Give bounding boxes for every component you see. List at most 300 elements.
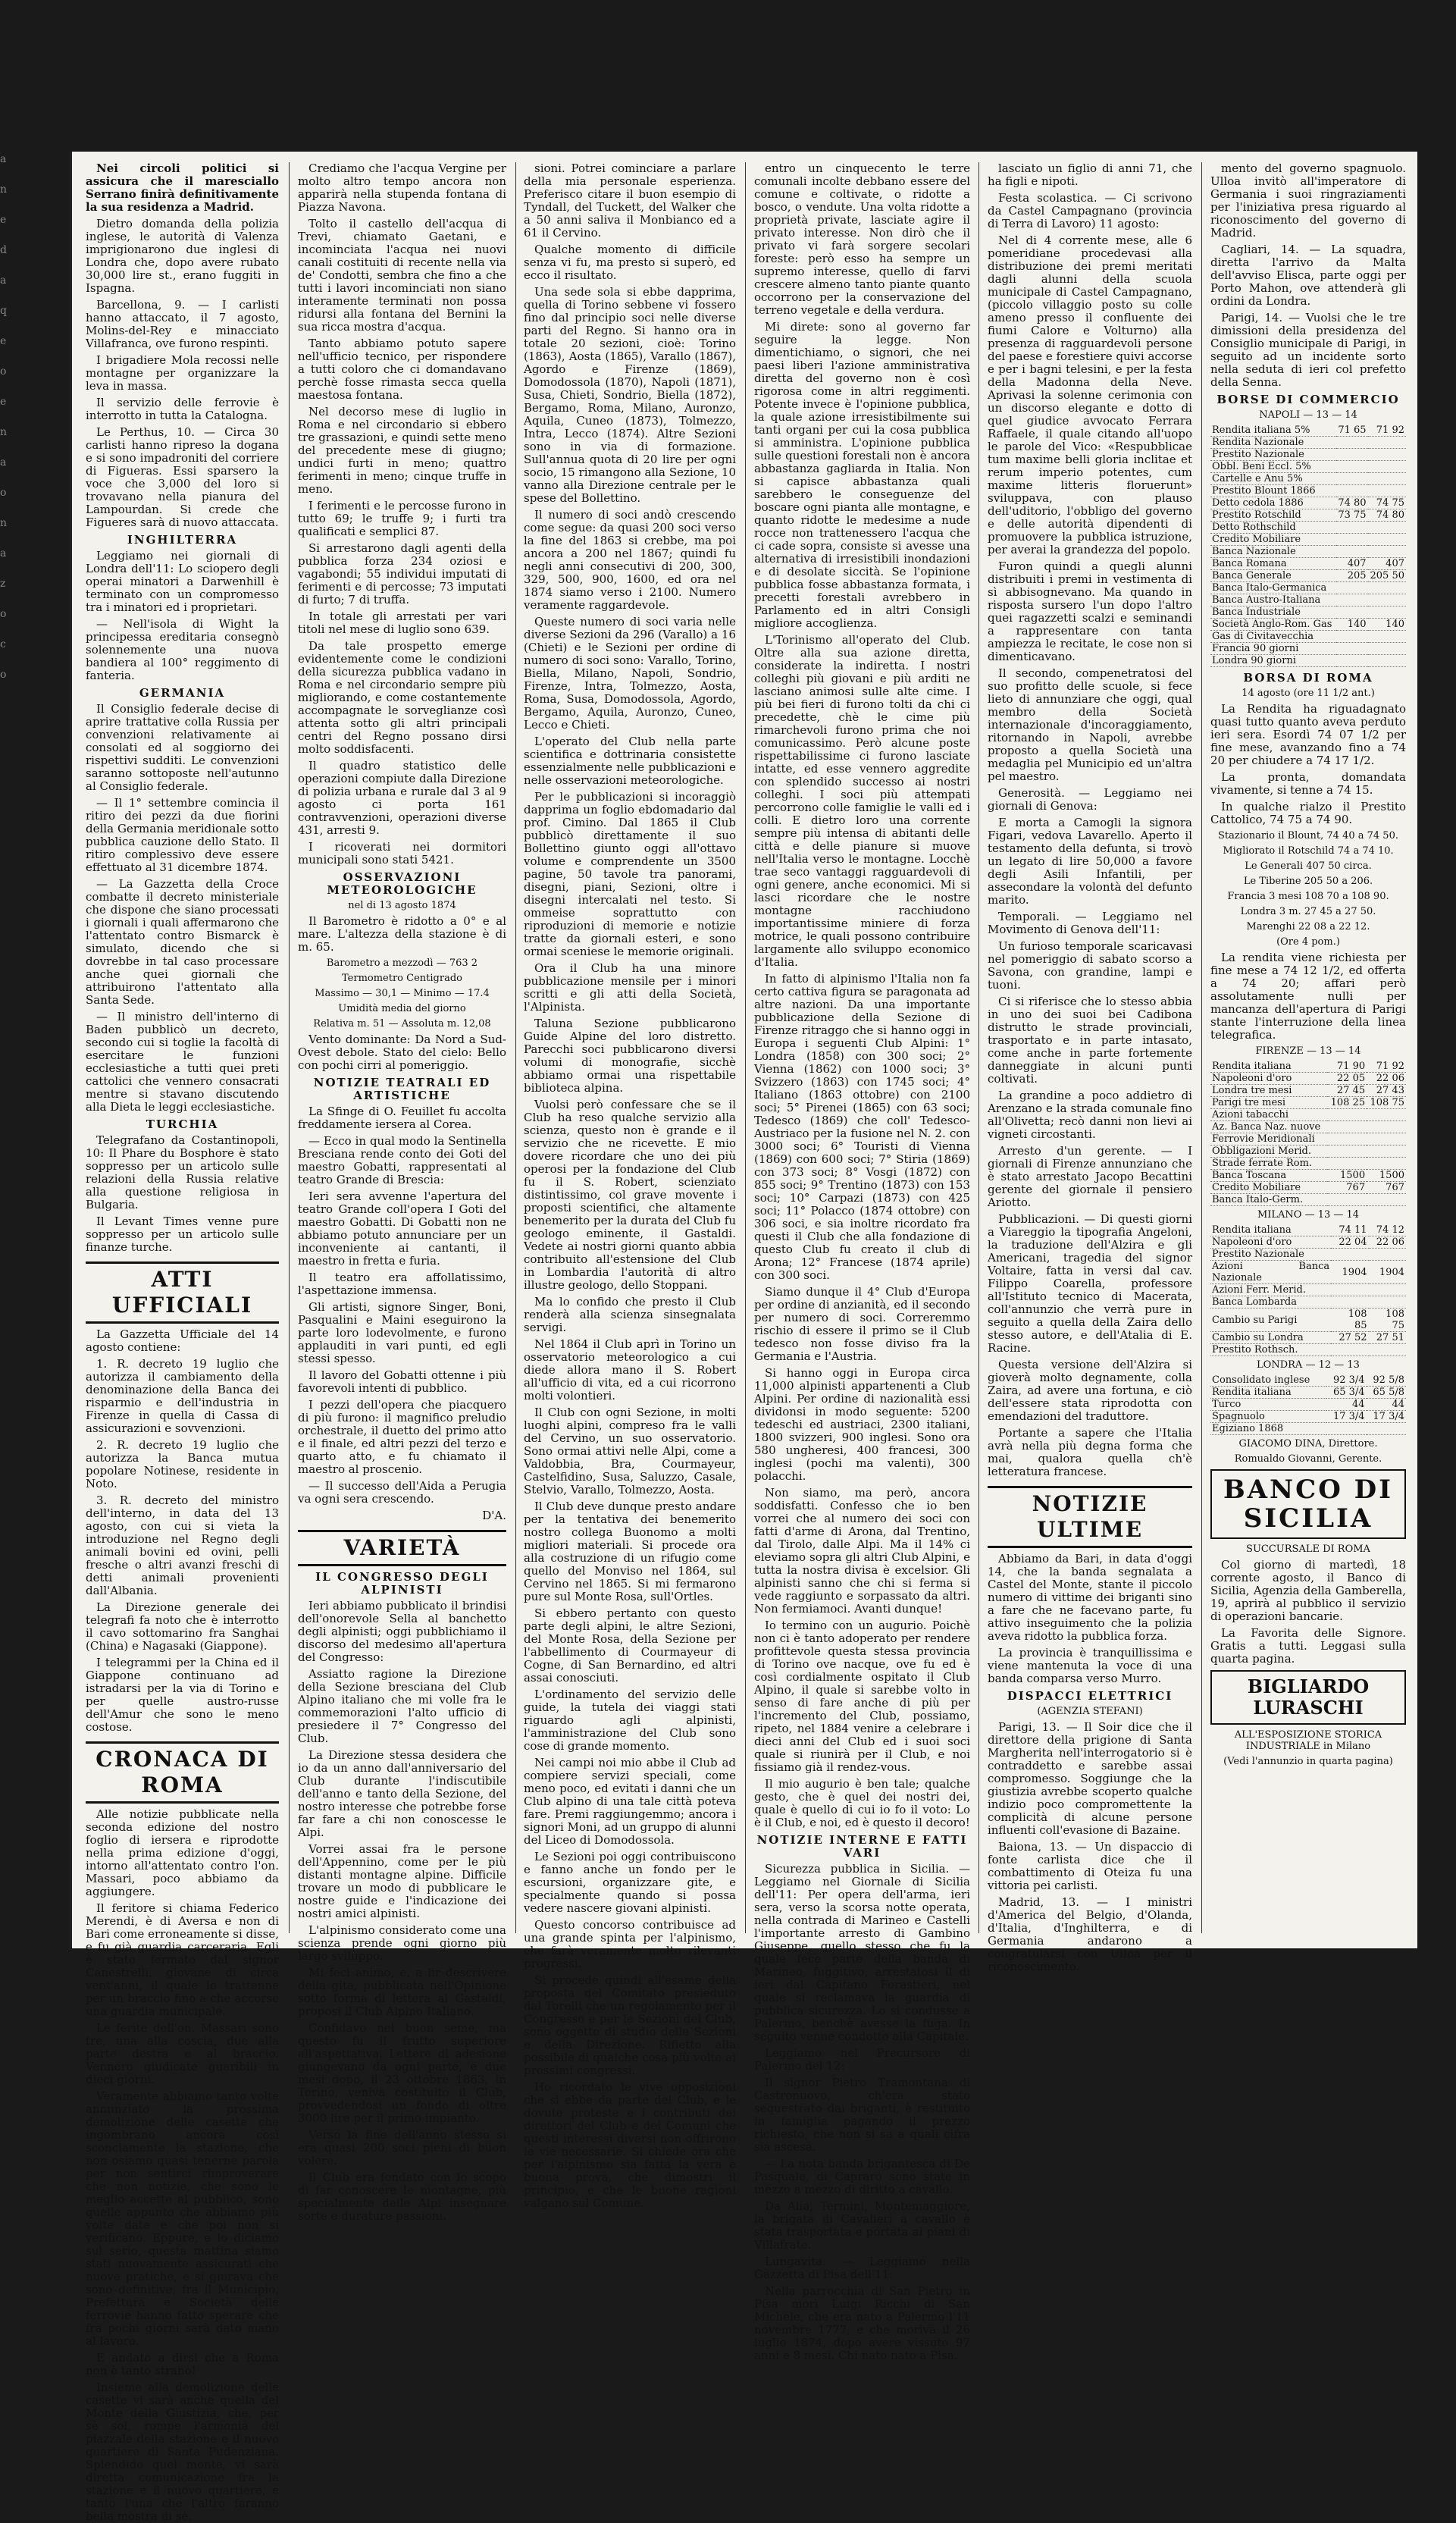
centered-line: Londra 3 m. 27 45 a 27 50. [1240,906,1376,917]
article-paragraph: Il numero di soci andò crescendo come segue: da quasi 200 soci verso la fine del 1863 si crebbe, ma poi ancora a 200 nel 1867; quindi fu negli anni consecutivi di 200, 300, 329, 500, 900, 1600, ed ora nel 1874 siamo verso i 2100. Numero veramente raggardevole. [524,508,736,612]
table-row [1210,1344,1406,1356]
table-cell: Rendita Nazionale [1210,437,1336,449]
table-cell: Azioni tabacchi [1210,1109,1327,1121]
article-paragraph: Nella parrocchia di San Pietro in Pisa morì Luigi Ricchi di San Michele, che era nato a Palermo l'11 novembre 1777, e che moriva il 26 luglio 1874, dopo avere vissuto 97 anni e 8 mesi. Chi nato nato a Pisa. [754,2284,970,2362]
table-row [1210,509,1406,522]
table-cell: Credito Mobiliare [1210,1182,1327,1194]
table-cell: Prestito Blount 1866 [1210,485,1336,497]
table-cell [1327,1109,1367,1121]
article-paragraph: Temporali. — Leggiamo nel Movimento di Genova dell'11: [988,910,1192,936]
section-heading: TURCHIA [146,1117,219,1131]
table-cell: Napoleoni d'oro [1210,1236,1331,1249]
article-paragraph: L'alpinismo considerato come una scienza prende ogni giorno più largo sviluppo. [298,1923,506,1963]
table-cell [1327,1146,1367,1158]
table-row [1210,1133,1406,1146]
article-paragraph: Siamo dunque il 4° Club d'Europa per ordine di anzianità, ed il secondo per numero di soci. Correremmo rischio di essere il primo se il Club tedesco non fosse diviso fra la Germania e l'Austria. [754,1285,970,1363]
table-cell [1336,437,1368,449]
centered-line: (Ore 4 pom.) [1276,936,1340,948]
table-cell [1368,594,1406,606]
centered-line: Stazionario il Blount, 74 40 a 74 50. [1218,830,1398,842]
centered-line: Barometro a mezzodì — 763 2 [326,957,478,969]
article-paragraph: Il servizio delle ferrovie è interrotto in tutta la Catalogna. [86,396,279,422]
article-paragraph: Generosità. — Leggiamo nei giornali di Genova: [988,786,1192,813]
table-row [1210,570,1406,582]
article-paragraph: — Il ministro dell'interno di Baden pubblicò un decreto, secondo cui si toglie la facoltà di esercitare le funzioni ecclesiastiche a tutti quei preti cattolici che vennero consacrati mentre si stavano discutendo alla Dieta le leggi ecclesiastiche. [86,1010,279,1114]
centered-line: 14 agosto (ore 11 1/2 ant.) [1242,688,1375,699]
table-cell: 108 85 [1331,1309,1368,1332]
table-cell: 108 75 [1367,1097,1406,1109]
table-cell [1331,1249,1368,1261]
table-cell: Londra tre mesi [1210,1085,1327,1097]
section-banner: NOTIZIE ULTIME [988,1486,1192,1548]
table-cell [1327,1194,1367,1206]
margin-mark: z [0,578,6,590]
article-paragraph: Ho ricordato le vive opposizioni che si ebbe da parte del Club, e le dovute proteste e i contributi dei direttori del Club e dei Comuni che questi interessi diversi non offrirono le vie necessarie. Si chiede ora che per l'alpinismo sia fatta la vera e buona prova, che dimostri il principio, e che le buone ragioni valgano sul Comune. [524,2080,736,2210]
table-cell: Detto cedola 1886 [1210,497,1336,509]
centered-line: Le Tiberine 205 50 a 206. [1243,876,1373,887]
article-paragraph: Il Club era fondato con lo scopo di far conoscere le montagne, più specialmente delle Alpi insegnare sorte e durature passioni. [298,2170,506,2223]
table-cell: 74 80 [1368,509,1406,522]
article-paragraph: Sicurezza pubblica in Sicilia. — Leggiamo nel Giornale di Sicilia dell'11: Per opera dell'arma, ieri sera, verso la scorsa notte operata, nella contrada di Marineo e Castelli l'importante arresto di Gambino Giuseppe, quello stesso che fu la quale fece parte della banda di Marineo, fuggitivo, arrestatosi il di ieri dal Capitano Forastieri, nel quale si reclamava la guardia di pubblica sicurezza. Lo si condusse a Palermo, benchè avesse la fuga. In seguito venne condotto alla Capitale. [754,1862,970,2043]
table-cell: Banca Italo-Germanica [1210,582,1336,594]
article-paragraph: Telegrafano da Costantinopoli, 10: Il Phare du Bosphore è stato soppresso per un articolo sulle relazioni della Russia relative alla questione religiosa in Bulgaria. [86,1133,279,1211]
table-cell [1327,1121,1367,1133]
article-paragraph: Ora il Club ha una minore pubblicazione mensile per i minori scritti e gli atti della Società, l'Alpinista. [524,961,736,1014]
article-paragraph: Qualche momento di difficile senza vi fu, ma presto si superò, ed ecco il risultato. [524,243,736,282]
section-title: NOTIZIE INTERNE E FATTI VARI [756,1833,968,1860]
table-cell: Gas di Civitavecchia [1210,631,1336,643]
table-cell: Prestito Rotschild [1210,509,1336,522]
article-paragraph: Lungavita. — Leggiamo nella Gazzetta di Pisa dell'11: [754,2255,970,2281]
table-cell [1331,1284,1368,1296]
table-cell: 74 75 [1368,497,1406,509]
bank-advertisement-title: BANCO DI SICILIA [1210,1469,1406,1539]
table-cell [1327,1158,1367,1170]
article-paragraph: La Direzione generale dei telegrafi fa noto che è interrotto il cavo sottomarino fra Sanghai (China) e Nagasaki (Giappone). [86,1600,279,1653]
table-cell [1369,1296,1406,1309]
table-row [1210,619,1406,631]
article-paragraph: — La Gazzetta della Croce combatte il decreto ministeriale che dispone che siano processati i giornali i quali affermarono che l'attentato contro Bismarck è simulato, dicendo che si dovrebbe in tal caso processare anche quei giornali che attribuirono l'attentato alla Santa Sede. [86,877,279,1007]
table-cell: 27 52 [1331,1332,1368,1344]
margin-mark: a [0,456,7,469]
table-row [1210,1158,1406,1170]
article-paragraph: Io termino con un augurio. Poichè non ci è tanto adoperato per rendere profittevole questa stessa provincia di Torino ove nacque, ove fu ed è così cordialmente ospitato il Club Alpino, il quale si sarebbe volto in senso di fare anche di più per l'incremento del Club, possiamo, ripeto, nel 1884 venire a celebrare i dieci anni del Club ed i suoi soci quale si riunirà per il Club, e noi fissiamo già il rendez-vous. [754,1619,970,1774]
margin-mark: e [0,335,7,347]
table-row [1210,606,1406,619]
article-paragraph: In qualche rialzo il Prestito Cattolico, 74 75 a 74 90. [1210,800,1406,826]
margin-mark: q [0,305,7,317]
table-cell [1367,1121,1406,1133]
article-paragraph: — Il 1° settembre comincia il ritiro dei pezzi da due fiorini della Germania meridionale sotto pubblica cauzione dello Stato. Il ritiro complessivo deve essere effettuato al 31 dicembre 1874. [86,796,279,874]
column-4 [754,161,970,2362]
table-cell: 73 75 [1336,509,1368,522]
newspaper-page [70,152,1417,2523]
table-cell: 108 75 [1369,1309,1406,1332]
table-row [1210,1261,1406,1284]
article-paragraph: — Ecco in qual modo la Sentinella Bresciana rende conto dei Goti del maestro Gobatti, rappresentati al teatro Grande di Brescia: [298,1134,506,1186]
table-row [1210,449,1406,461]
table-cell: 92 3/4 [1326,1374,1366,1387]
table-cell: Banca Romana [1210,558,1336,570]
article-paragraph: Tanto abbiamo potuto sapere nell'ufficio tecnico, per rispondere a tutti coloro che ci domandavano perchè fosse rimasta secca quella maestosa fontana. [298,337,506,402]
table-cell [1367,1146,1406,1158]
table-row [1210,1387,1406,1399]
table-cell: 27 43 [1367,1085,1406,1097]
table-cell [1369,1249,1406,1261]
article-paragraph: Il Consiglio federale decise di aprire trattative colla Russia per convenzioni relativamente ai consolati ed al soggiorno dei rispettivi sudditi. Le convenzioni saranno sottoposte nell'autunno al Consiglio federale. [86,702,279,793]
article-paragraph: L'operato del Club nella parte scientifica e dottrinaria consistette essenzialmente nelle pubblicazioni e nelle osservazioni meteorologiche. [524,735,736,787]
table-row [1210,1085,1406,1097]
table-cell: Società Anglo-Rom. Gas [1210,619,1336,631]
table-row [1210,1332,1406,1344]
article-paragraph: Vorrei assai fra le persone dell'Appennino, come per le più distanti montagne alpine. Difficile trovare un modo di pubblicare le nostre guide e l'indicazione dei nostri amici alpinisti. [298,1842,506,1920]
centered-line: Francia 3 mesi 108 70 a 108 90. [1227,891,1389,902]
article-paragraph: La provincia è tranquillissima e viene mantenuta la voce di una banda comparsa verso Murro. [988,1646,1192,1685]
table-cell: Obbl. Beni Eccl. 5% [1210,461,1336,473]
article-paragraph: In totale gli arrestati per vari titoli nel mese di luglio sono 639. [298,610,506,636]
table-cell: Credito Mobiliare [1210,534,1336,546]
article-paragraph: — Nell'isola di Wight la principessa ereditaria consegnò solennemente una nuova bandiera al 100° reggimento di fanteria. [86,617,279,682]
article-paragraph: Furon quindi a quegli alunni distribuiti i premi in vestimenta di sì abbisognevano. Ma quando in risposta sursero l'un dopo l'altro quei ragazzetti scalzi e seminandi a rappresentare con tanta ampiezza le recitate, le cose non si dimenticavano. [988,559,1192,663]
table-row [1210,534,1406,546]
article-paragraph: Il Levant Times venne pure soppresso per un articolo sulle finanze turche. [86,1214,279,1254]
article-paragraph: I ricoverati nei dormitori municipali sono stati 5421. [298,840,506,867]
centered-line: NAPOLI — 13 — 14 [1259,409,1357,421]
table-cell: 22 06 [1367,1073,1406,1085]
margin-mark: o [0,487,7,499]
margin-mark: o [0,608,7,620]
table-row [1210,485,1406,497]
table-cell [1367,1133,1406,1146]
article-paragraph: mento del governo spagnuolo. Ulloa invitò all'imperatore di Germania i suoi ringraziamenti per l'iniziativa presa riguardo al riconoscimento del governo di Madrid. [1210,161,1406,240]
table-cell [1336,655,1368,667]
table-cell: Banca Nazionale [1210,546,1336,558]
table-cell: Rendita italiana [1210,1224,1331,1236]
table-row [1210,1411,1406,1423]
table-cell: 71 92 [1368,425,1406,437]
quotes-table [1210,425,1406,667]
margin-mark: n [0,517,8,529]
table-cell: 71 90 [1327,1061,1367,1073]
margin-mark: e [0,396,7,408]
table-cell: 1904 [1369,1261,1406,1284]
table-row [1210,1097,1406,1109]
article-paragraph: 2. R. decreto 19 luglio che autorizza la Banca mutua popolare Notinese, residente in Noto. [86,1438,279,1490]
article-paragraph: Il Club con ogni Sezione, in molti luoghi alpini, compreso fra le valli del Cervino, un suo osservatorio. Sono ormai attivi nelle Alpi, come a Valdobbia, Bra, Courmayeur, Castelfidino, Susa, Saluzzo, Casale, Stelvio, Varallo, Tolmezzo, Aosta. [524,1406,736,1497]
centered-line: FIRENZE — 13 — 14 [1255,1045,1361,1057]
table-cell [1336,594,1368,606]
table-row [1210,473,1406,485]
section-heading: INGHILTERRA [127,533,238,547]
table-cell: Londra 90 giorni [1210,655,1336,667]
centered-line: LONDRA — 12 — 13 [1257,1359,1360,1371]
table-row [1210,1073,1406,1085]
article-paragraph: Assiatto ragione la Direzione della Sezione bresciana del Club Alpino italiano che mi volle fra le commemorazioni l'alto ufficio di presiedere il 7° Congresso del Club. [298,1667,506,1745]
article-paragraph: L'Torinismo all'operato del Club. Oltre alla sua azione diretta, considerate la indiretta. I nostri colleghi più giovani e più arditi ne lasciano animosi sulle alte cime. I più bei fieri di furono tolti da chi ci precedette, chè le cime più rimarchevoli furono prima che noi comunicassimo. Però alcune poste rispettabilissime ci furono lasciate intatte, ed esse vennero aggredite con splendido successo ai nostri colleghi. I soci più attempati percorrono colle famiglie le valli ed i colli. E dietro loro una corrente sempre più intensa di abitanti delle città e delle pianure si muove nell'Italia verso le montagne. Locchè trae seco vantaggi ragguardevoli di ogni genere, anche economici. Mi si lasci ricordare che le nostre montagne racchiudono importantissime miniere di forza motrice, le quali possono contribuire largamente allo sviluppo economico d'Italia. [754,633,970,969]
table-cell: Cambio su Londra [1210,1332,1331,1344]
article-paragraph: Si procede quindi all'esame della proposta del Comitato presieduto dal Torelli che un regolamento per il Congresso e per le Sezioni del Club, sono oggetto di studio delle Sezioni e della Direzione. Rifletto alla possibile di qualche cosa più volte ai prossimi congressi. [524,1973,736,2077]
table-cell: 92 5/8 [1367,1374,1406,1387]
column-rule [289,162,290,1933]
article-paragraph: — La nota banda brigantesca di De Pasquale, di Capraro sono state in mezzo a mezzo di diritto a cavallo. [754,2157,970,2196]
table-cell: Banca Lombarda [1210,1296,1331,1309]
article-paragraph: Festa scolastica. — Ci scrivono da Castel Campagnano (provincia di Terra di Lavoro) 11 agosto: [988,191,1192,230]
table-cell [1368,473,1406,485]
article-paragraph: Nel decorso mese di luglio in Roma e nel circondario si ebbero tre grassazioni, e quindi sette meno del precedente mese di giugno; undici furti in meno; quattro ferimenti in meno; cinque truffe in meno. [298,405,506,496]
table-cell: Rendita italiana 5% [1210,425,1336,437]
section-heading: GERMANIA [139,686,226,700]
table-cell [1368,449,1406,461]
centered-line: Termometro Centigrado [342,973,462,984]
centered-line: nel di 13 agosto 1874 [348,900,456,911]
article-paragraph: Questa versione dell'Alzira si gioverà molto degnamente, colla Zaira, ad avere una fortuna, e ciò dell'essere stata riprodotta con emendazioni del traduttore. [988,1358,1192,1423]
article-paragraph: Questo concorso contribuisce ad una grande spinta per l'alpinismo, che farà veramente molto rilevanti progressi. [524,1918,736,1970]
margin-mark: a [0,547,7,559]
table-row [1210,1309,1406,1332]
centered-line: Marenghi 22 08 a 22 12. [1246,921,1370,932]
article-paragraph: I brigadiere Mola recossi nelle montagne per organizzare la leva in massa. [86,353,279,393]
article-paragraph: Il Barometro è ridotto a 0° e al mare. L'altezza della stazione è di m. 65. [298,914,506,954]
article-paragraph: Si arrestarono dagli agenti della pubblica forza 234 oziosi e vagabondi; 55 individui imputati di ferimenti e di percosse; 73 imputati di furto; 7 di truffa. [298,541,506,606]
table-cell: Francia 90 giorni [1210,643,1336,655]
table-cell [1368,437,1406,449]
article-paragraph: Tolto il castello dell'acqua di Trevi, chiamato Gaetani, e incominciata l'acqua nei nuovi canali costituiti di recente nella via de' Condotti, sembra che fino a che tutti i lavori incominciati non siano interamente terminati non possa ridursi alla fontana del Bernini la sua ricca mostra d'acqua. [298,217,506,334]
table-row [1210,461,1406,473]
table-row [1210,1296,1406,1309]
table-cell: 74 80 [1336,497,1368,509]
article-paragraph: Le Perthus, 10. — Circa 30 carlisti hanno ripreso la dogana e si sono impadroniti del corriere di Figueras. Essi sparsero la voce che 3,000 del loro si trovavano nella pianura del Lampourdan. Si crede che Figueres sarà di nuovo attaccata. [86,425,279,529]
centered-line: Romualdo Giovanni, Gerente. [1234,1453,1382,1465]
table-row [1210,1182,1406,1194]
section-title: BORSE DI COMMERCIO [1216,393,1400,406]
section-title: OSSERVAZIONI METEOROLOGICHE [327,870,478,897]
column-rule [745,162,746,1933]
table-cell: 22 05 [1327,1073,1367,1085]
article-paragraph: La rendita viene richiesta per fine mese a 74 12 1/2, ed offerta a 74 20; affari però assolutamente nulli per mancanza dell'apertura di Parigi stante l'interruzione della linea telegrafica. [1210,951,1406,1042]
table-row [1210,1399,1406,1411]
column-rule [515,162,516,1933]
column-6 [1210,162,1406,1933]
article-paragraph: Non siamo, ma però, ancora soddisfatti. Confesso che io ben vorrei che al numero dei soci con fatti d'arme di Arona, dal Trentino, dal Tirolo, dalle Alpi. Ma il 14% ci eleviamo sopra gli altri Club Alpini, e tutta la nostra divisa è excelsior. Gli alpinisti sanno che chi si ferma si vede raggiunto e sorpassato da altri. Non fermiamoci. Avanti dunque! [754,1486,970,1616]
table-row [1210,631,1406,643]
column-rule [978,162,979,1933]
article-paragraph: Ma lo confido che presto il Club renderà alla scienza sinsegnalata servigi. [524,1295,736,1334]
centered-line: MILANO — 13 — 14 [1257,1209,1360,1221]
article-paragraph: Il Club deve dunque presto andare per la tentativa dei benemerito nostro collega Buonomo a molti migliori materiali. Si procede ora alla costruzione di un rifugio come quello del Monviso nel 1864, sul Cervino nel 1865. Si mi fermarono pure sul Monte Rosa, sull'Ortles. [524,1500,736,1603]
table-cell [1336,522,1368,534]
table-cell [1336,582,1368,594]
section-title: IL CONGRESSO DEGLI ALPINISTI [315,1570,489,1597]
article-paragraph: Il signor Pietro Tramontana di Castronuovo, ch'era stato sequestrato dai briganti, è restituito in famiglia pagando il prezzo richiesto, che non si sa a quali cifra sia ascesa. [754,2076,970,2154]
table-cell [1368,522,1406,534]
table-cell: 1904 [1331,1261,1368,1284]
article-paragraph: Queste numero di soci varia nelle diverse Sezioni da 296 (Varallo) a 16 (Chieti) e le Sezioni per ordine di numero di soci sono: Varallo, Torino, Biella, Milano, Napoli, Sondrio, Firenze, Intra, Tolmezzo, Aosta, Roma, Susa, Domodossola, Agordo, Bergamo, Aquila, Auronzo, Cuneo, Lecco e Chieti. [524,615,736,732]
article-paragraph: Il quadro statistico delle operazioni compiute dalla Direzione di polizia urbana e rurale dal 3 al 9 agosto ci porta 161 contravvenzioni, operazioni diverse 431, arresti 9. [298,759,506,837]
table-cell: Strade ferrate Rom. [1210,1158,1327,1170]
table-cell: 17 3/4 [1326,1411,1366,1423]
centered-line: Massimo — 30,1 — Minimo — 17.4 [315,988,490,999]
article-paragraph: La Gazzetta Ufficiale del 14 agosto contiene: [86,1327,279,1354]
table-cell: 27 45 [1327,1085,1367,1097]
article-paragraph: Col giorno di martedì, 18 corrente agosto, il Banco di Sicilia, Agenzia della Gamberella, 19, aprirà al pubblico il servizio di operazioni bancarie. [1210,1558,1406,1623]
table-cell: Banca Italo-Germ. [1210,1194,1327,1206]
table-cell: Banca Industriale [1210,606,1336,619]
article-paragraph: lasciato un figlio di anni 71, che ha figli e nipoti. [988,161,1192,188]
article-paragraph: Un furioso temporale scaricavasi nel pomeriggio di sabato scorso a Savona, con grandine, lampi e tuoni. [988,939,1192,992]
table-row [1210,425,1406,437]
article-paragraph: Si ebbero pertanto con questo parte degli alpini, le altre Sezioni, del Monte Rosa, della Sezione per l'abbellimento di Courmayeur di Cogne, di San Bernardino, ed altri assai conosciuti. [524,1606,736,1685]
article-paragraph: Abbiamo da Bari, in data d'oggi 14, che la banda segnalata a Castel del Monte, stante il piccolo numero di vittime dei briganti sino a fare che ne facevano parte, fu attivo inseguimento che la polizia aveva ridotto la pubblica forza. [988,1552,1192,1643]
article-paragraph: Leggiamo nel Precursore di Palermo del 12: [754,2046,970,2073]
article-paragraph: Da Alia, Termini, Montemaggiore, la brigata di Cavalieri a cavallo è stata trasportata e portata ai piani di Villafrate. [754,2199,970,2252]
article-paragraph: Mi direte: sono al governo far seguire la legge. Non dimentichiamo, o signori, che nei paesi liberi l'azione amministrativa diretta del governo non è così rigorosa come in altri reggimenti. Potente invece è l'opinione pubblica, la quale azione irresistibilmente sui tanti organi per cui la cosa pubblica si amministra. L'opinione pubblica sulle questioni forestali non è ancora abbastanza gagliarda in Italia. Non si capisce abbastanza quali sarebbero le conseguenze del boscare ogni pianta alle montagne, e quanto ridotte le medesime a nude rocce non trattenessero l'acqua che ci cade sopra, consiste si avesse una alternativa di irresistibili inondazioni e di desolate siccità. Se l'opinione pubblica fosse abbastanza formata, i precetti forestali avrebbero in Parlamento ed in altri Consigli migliore accoglienza. [754,320,970,630]
table-row [1210,1170,1406,1182]
article-paragraph: I pezzi dell'opera che piacquero di più furono: il magnifico preludio orchestrale, il duetto del primo atto e il finale, ed altri pezzi del terzo e quarto atto, e fu chiamato il maestro al proscenio. [298,1398,506,1476]
table-row [1210,1061,1406,1073]
column-rule [1201,162,1202,1933]
article-paragraph: Parigi, 13. — Il Soir dice che il direttore della prigione di Santa Margherita nell'interrogatorio si è contraddetto e sarebbe assai compromesso. Soggiunge che la giustizia avrebbe scoperto qualche indizio poco compromettente la complicità di alcune persone influenti coll'evasione di Bazaine. [988,1720,1192,1837]
table-cell: Cambio su Parigi [1210,1309,1331,1332]
margin-mark: a [0,274,7,287]
article-paragraph: Il lavoro del Gobatti ottenne i più favorevoli intenti di pubblico. [298,1368,506,1395]
margin-mark: e [0,214,7,226]
table-cell: 71 65 [1336,425,1368,437]
table-row [1210,522,1406,534]
article-paragraph: Si hanno oggi in Europa circa 11,000 alpinisti appartenenti a Club Alpini. Per ordine di nazionalità essi dividonsi in modo seguente: 5200 tedeschi ed austriaci, 2300 italiani, 1800 svizzeri, 900 inglesi. Sono ora 580 ungheresi, 400 francesi, 300 inglesi (pochi ma valenti), 300 polacchi. [754,1366,970,1483]
article-paragraph: Nei campi noi mio abbe il Club ad compiere servizi speciali, come meno poco, ed evitati i danni che un Club alpino di una tale città poteva fare. Premi raggiungemmo; ancora i signori Moni, ad un gruppo di alunni del Liceo di Domodossola. [524,1756,736,1847]
margin-mark: d [0,244,7,256]
table-row [1210,1423,1406,1435]
article-paragraph: Taluna Sezione pubblicarono Guide Alpine del loro distretto. Parecchi soci pubblicarono diversi volumi di monografie, sicchè abbiamo ormai una rispettabile biblioteca alpina. [524,1017,736,1095]
table-cell [1326,1423,1366,1435]
table-cell [1327,1133,1367,1146]
column-5 [988,161,1192,1973]
table-cell: Prestito Nazionale [1210,449,1336,461]
table-cell [1331,1296,1368,1309]
table-cell: Ferrovie Meridionali [1210,1133,1327,1146]
table-cell [1336,546,1368,558]
table-cell: 205 [1336,570,1368,582]
table-cell: 65 3/4 [1326,1387,1366,1399]
article-paragraph: La pronta, domandata vivamente, si tenne a 74 15. [1210,770,1406,797]
article-paragraph: Il teatro era affollatissimo, l'aspettazione immensa. [298,1271,506,1297]
margin-mark: o [0,365,7,378]
table-row [1210,1374,1406,1387]
article-paragraph: Insieme alla demolizione delle casette vi sarà anche quella del Monte della Giustizia, che, per sè sol, rompe l'armonia del piazzale della stazione e il nuovo quartiere di Santa Pudenziana. Splendido quel monte, vi sarà diretta comunicazione fra la stazione e il nuovo quartiere, e tanto l'una che l'altro faranno bella mostra di sè. [86,2380,279,2523]
table-cell: Azioni Banca Nazionale [1212,1261,1330,1283]
article-paragraph: Nei circoli politici si assicura che il maresciallo Serrano finirà definitivamente la sua residenza a Madrid. [86,161,279,214]
article-paragraph: Portante a sapere che l'Italia avrà nella più degna forma che mai, qualora quella ch'è letteratura francese. [988,1426,1192,1478]
table-cell: Cartelle e Anu 5% [1210,473,1336,485]
section-banner: VARIETÀ [298,1530,506,1566]
table-cell: 65 5/8 [1367,1387,1406,1399]
table-cell [1367,1158,1406,1170]
table-cell: Turco [1210,1399,1326,1411]
table-row [1210,1109,1406,1121]
margin-marks [0,144,23,690]
article-paragraph: La grandine a poco addietro di Arenzano e la strada comunale fino all'Olivetta; recò danni non lievi ai vigneti circostanti. [988,1089,1192,1141]
table-cell: 44 [1326,1399,1366,1411]
table-cell: 767 [1327,1182,1367,1194]
article-paragraph: Madrid, 13. — I ministri d'America del Belgio, d'Olanda, d'Italia, d'Inghilterra, e di Germania andarono a congratularsi con Ulloa per il riconoscimento. [988,1895,1192,1973]
article-paragraph: La Sfinge di O. Feuillet fu accolta freddamente iersera al Corea. [298,1105,506,1131]
article-paragraph: Ci si riferisce che lo stesso abbia in uno dei suoi bei Cadibona distrutto le strade provinciali, trasportato e in parte intasato, come anche in parte fortemente danneggiate in alcuni punti coltivati. [988,995,1192,1086]
section-title: NOTIZIE TEATRALI ED ARTISTICHE [313,1076,491,1102]
article-paragraph: Per le pubblicazioni si incoraggiò dapprima un foglio ebdomadario dal prof. Cimino. Dal 1865 il Club pubblicò direttamente il suo Bollettino giunto oggi all'ottavo volume e comprendente un 3500 pagine, 50 tavole tra panorami, disegni, piani, Sezioni, oltre i disegni intercalati nel testo. Si ommeise soprattutto con riproduzioni di memorie e notizie tratte da giornali esteri, e sono ormai sceniese le memorie originali. [524,790,736,958]
article-paragraph: Il secondo, compenetratosi del suo profitto delle scuole, si fece lieto di annunziare che oggi, qual membro della Società internazionale d'incoraggiamento, ritornando in Napoli, avrebbe proposto a quella Società una medaglia pel Municipio ed un'altra pel maestro. [988,666,1192,783]
table-cell: Detto Rothschild [1210,522,1336,534]
article-paragraph: Nel 1864 il Club aprì in Torino un osservatorio meteorologico a cui diede allora mano il S. Robert all'ufficio di vita, ed a cui ricorrono molti volontieri. [524,1337,736,1403]
table-row [1210,582,1406,594]
article-paragraph: Crediamo che l'acqua Vergine per molto altro tempo ancora non apparirà nella stupenda fontana di Piazza Navona. [298,161,506,214]
table-row [1210,437,1406,449]
article-paragraph: L'ordinamento del servizio delle guide, la tutela dei viaggi stati riguardo agli alpinisti, l'amministrazione del Club sono cose di grande momento. [524,1688,736,1753]
table-cell: Egiziano 1868 [1210,1423,1326,1435]
table-cell: Banca Austro-Italiana [1210,594,1336,606]
article-paragraph: Pubblicazioni. — Di questi giorni a Viareggio la tipografia Angeloni, la traduzione dell'Alzira e gli Americani, tragedia del signor Voltaire, fatta in versi dal cav. Filippo Coarella, professore all'Istituto tecnico di Macerata, coll'annunzio che verrà pure in seguito a quella della Zaira dello stesso autore, e dell'Atalia di E. Racine. [988,1212,1192,1355]
article-paragraph: Alle notizie pubblicate nella seconda edizione del nostro foglio di iersera e riprodotte nella prima edizione d'oggi, intorno all'attentato contro l'on. Massari, poco abbiamo da aggiungere. [86,1807,279,1898]
table-cell: 140 [1336,619,1368,631]
section-title: DISPACCI ELETTRICI [1007,1689,1173,1703]
table-cell: 22 04 [1331,1236,1368,1249]
table-cell: 205 50 [1368,570,1406,582]
quotes-table [1210,1224,1406,1356]
article-paragraph: Il mio augurio è ben tale; qualche gesto, che è quel dei nostri dei, quale è quello di cui io fo il voto: Lo è il Club, e noi, ed è questo il decoro! [754,1777,970,1829]
table-cell: 71 92 [1367,1061,1406,1073]
table-row [1210,1224,1406,1236]
article-paragraph: Il feritore si chiama Federico Merendi, è di Aversa e non di Bari come erroneamente si disse, e fu già guardia carceraria. Egli è stato fermato dal signor Canestrelli, giovane di circa vent'anni, il quale lo trattenne per un braccio fino a che accorse una guardia municipale. [86,1901,279,2018]
table-cell: Napoleoni d'oro [1210,1073,1327,1085]
table-cell: Obbligazioni Merid. [1210,1146,1327,1158]
article-paragraph: Ieri abbiamo pubblicato il brindisi dell'onorevole Sella al banchetto degli alpinisti; oggi pubblichiamo il discorso del medesimo all'apertura del Congresso: [298,1599,506,1664]
table-cell: Spagnuolo [1210,1411,1326,1423]
table-cell: Azioni Ferr. Merid. [1210,1284,1331,1296]
table-cell: 27 51 [1369,1332,1406,1344]
article-paragraph: Vento dominante: Da Nord a Sud-Ovest debole. Stato del cielo: Bello con pochi cirri al pomeriggio. [298,1033,506,1072]
article-paragraph: Vuolsi però confessare che se il Club ha reso qualche servizio alla scienza, questo non è grande e il servizio che ne ricevette. E mio dovere ricordare che uno dei più operosi per la fondazione del Club fu il S. Robert, scienziato distintissimo, col grave movente i proposti scientifici, che altamente benemerito per la durata del Club fu geologo eminente, il Gastaldi. Vedete ai nostri giorni quanto abbia contribuito all'estensione del Club in Lombardia l'autorità di altro illustre geologo, dello Stoppani. [524,1098,736,1292]
table-cell: Rendita italiana [1210,1387,1326,1399]
article-paragraph: — Il successo dell'Aida a Perugia va ogni sera crescendo. [298,1479,506,1506]
table-cell: Prestito Rothsch. [1210,1344,1331,1356]
table-cell [1368,655,1406,667]
table-cell [1331,1344,1368,1356]
article-paragraph: Leggiamo nei giornali di Londra dell'11: Lo sciopero degli operai minatori a Darwenhill è terminato con un compromesso tra i minatori ed i proprietari. [86,549,279,614]
article-paragraph: I ferimenti e le percosse furono in tutto 69; le truffe 9; i furti tra qualificati e semplici 87. [298,499,506,538]
table-cell [1367,1194,1406,1206]
article-paragraph: Ieri sera avvenne l'apertura del teatro Grande coll'opera I Goti del maestro Gobatti. Di Gobatti non ne abbiamo potuto annunciare per un inconveniente ai cantanti, il maestro in fretta e furia. [298,1189,506,1268]
article-paragraph: 1. R. decreto 19 luglio che autorizza il cambiamento della denominazione della Banca dei risparmio e dell'industria in Firenze in quella di Cassa di assicurazioni e sovvenzioni. [86,1357,279,1435]
article-paragraph: E andato a dirsi che a Roma non è tanto strano! [86,2351,279,2377]
table-cell [1336,473,1368,485]
article-paragraph: Barcellona, 9. — I carlisti hanno attaccato, il 7 agosto, Molins-del-Rey e minacciato Villafranca, ove furono respinti. [86,298,279,350]
centered-line: (Vedi l'annunzio in quarta pagina) [1223,1756,1393,1767]
centered-line: ALL'ESPOSIZIONE STORICA INDUSTRIALE in Milano [1234,1729,1382,1752]
table-cell [1369,1344,1406,1356]
table-cell: 407 [1336,558,1368,570]
table-cell: Parigi tre mesi [1210,1097,1327,1109]
article-paragraph: In fatto di alpinismo l'Italia non fa certo cattiva figura se paragonata ad altre nazioni. Da una importante pubblicazione della Sezione di Firenze ritraggo che si hanno oggi in Europa i seguenti Club Alpini: 1° Londra (1858) con 300 soci; 2° Vienna (1862) con 1000 soci; 3° Svizzero (1863) con 1745 soci; 4° Italiano (1863 ottobre) con 2100 soci; 5° Pirenei (1865) con 63 soci; Tedesco (1869) che coll' Tedesco-Austriaco per la fusione nel N. 2. con 3000 soci; 6° Touristi di Vienna (1869) con 600 soci; 7° Stiria (1869) con 373 soci; 8° Vosgi (1872) con 855 soci; 9° Trentino (1873) con 153 soci; 10° Carpazi (1873) con 425 soci; 11° Polacco (1874 ottobre) con 306 soci, e sia inoltre ricordato fra questi il Club che alla fondazione di questo Club fu creato il club di Arona; 12° Francese (1874 aprile) con 300 soci. [754,972,970,1282]
article-paragraph: Baiona, 13. — Un dispaccio di fonte carlista dice che il combattimento di Oteiza fu una vittoria pei carlisti. [988,1840,1192,1892]
column-2 [298,161,506,2223]
table-cell [1368,485,1406,497]
article-paragraph: Verso la fine dell'anno stesso si era quasi 200 soci pieni di buon volere. [298,2128,506,2167]
article-paragraph: Le Sezioni poi oggi contribuiscono e fanno anche un fondo per le escursioni, organizzare gite, e specialmente quando si possa vedere nascere giovani alpinisti. [524,1850,736,1915]
table-cell [1368,606,1406,619]
table-row [1210,1121,1406,1133]
table-cell: 407 [1368,558,1406,570]
article-paragraph: Parigi, 14. — Vuolsi che le tre dimissioni della presidenza del Consiglio municipale di Parigi, in seguito ad un incidente sorto nella seduta di ieri col prefetto della Senna. [1210,311,1406,389]
table-row [1210,1236,1406,1249]
